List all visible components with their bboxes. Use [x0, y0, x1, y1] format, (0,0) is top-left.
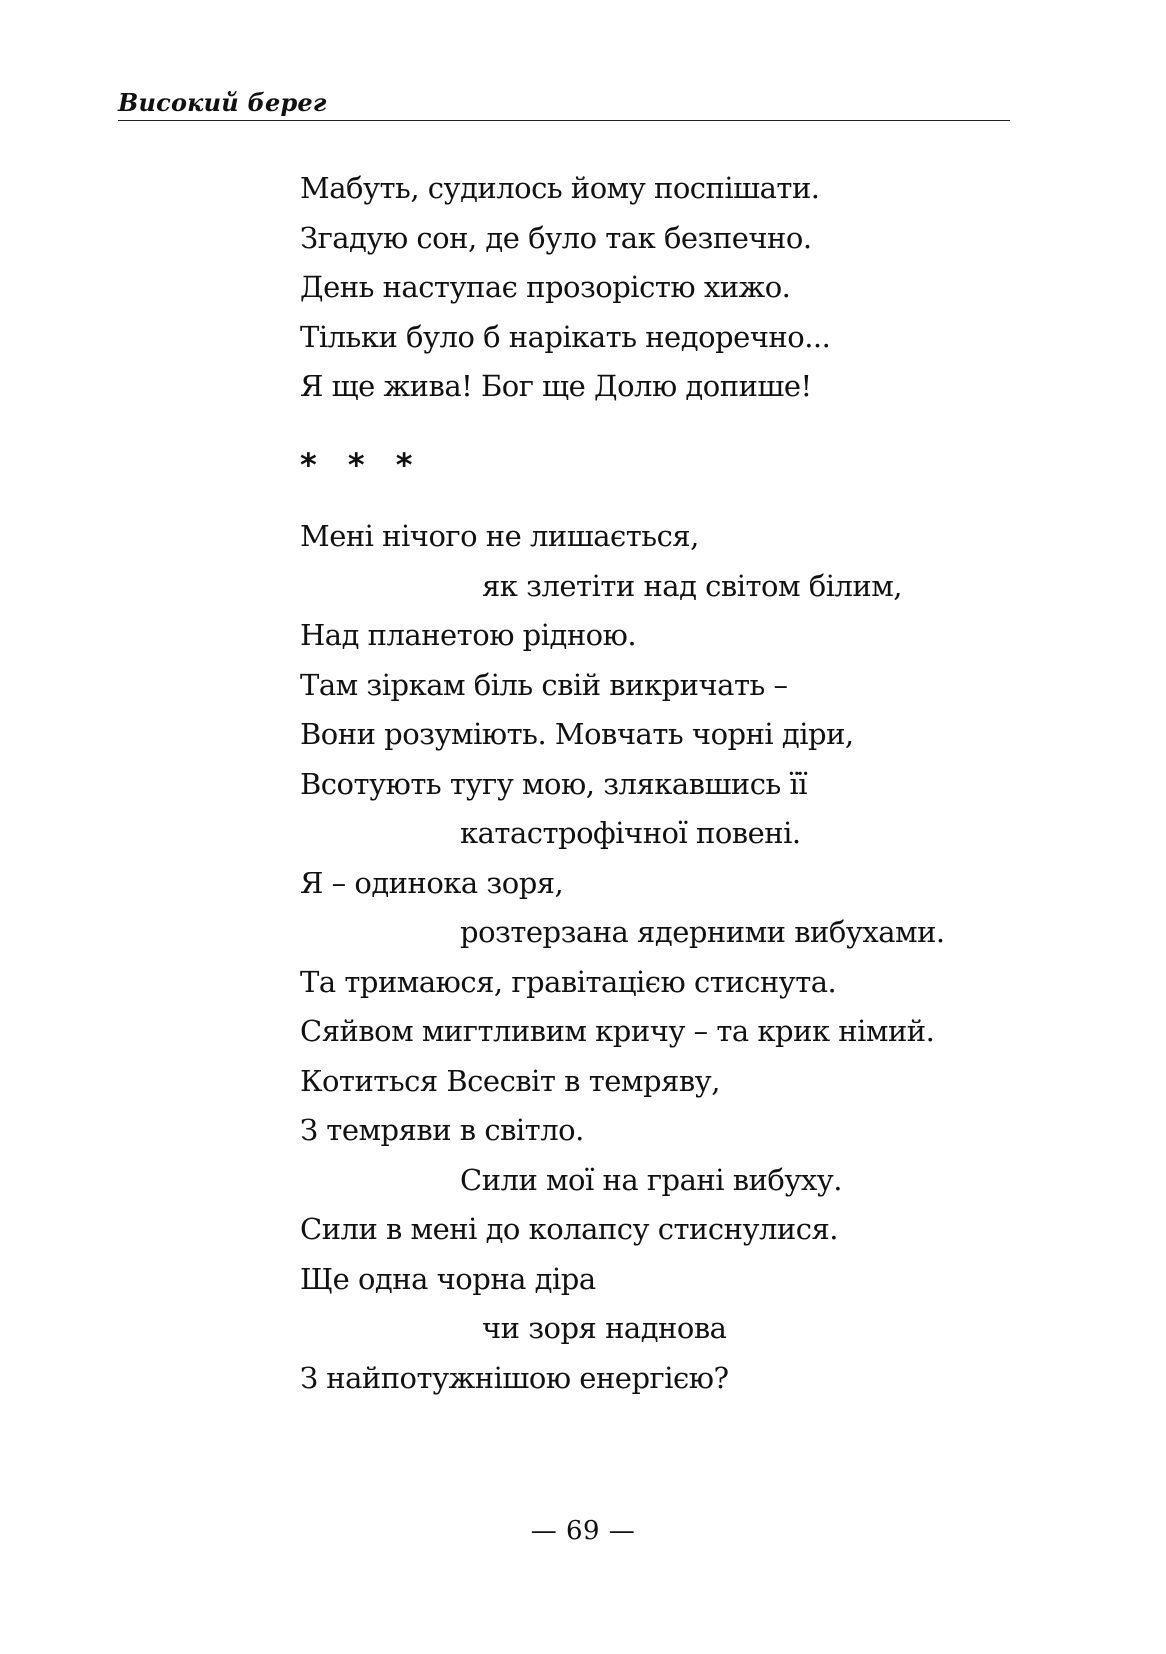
poem-line: Мабуть, судилось йому поспішати. [300, 171, 820, 205]
poem-line-indented: як злетіти над світом білим, [482, 568, 903, 603]
poem-line-indented: розтерзана ядерними вибухами. [460, 915, 945, 949]
header-rule [118, 120, 1010, 121]
page-number: — 69 — [530, 1516, 636, 1546]
poem-line: Я ще жива! Бог ще Долю допише! [300, 369, 812, 403]
poem-line: Там зіркам біль свій викричать – [300, 667, 788, 702]
poem-separator-asterisks: * * * [300, 446, 423, 484]
poem-line: Я – одинока зоря, [300, 865, 564, 900]
poem-line: Сяйвом мигтливим кричу – та крик німий. [300, 1014, 935, 1048]
poem-line: З темряви в світло. [300, 1113, 584, 1147]
poem-line: Та тримаюся, гравітацією стиснута. [300, 964, 837, 999]
poem-line-indented: Сили мої на грані вибуху. [460, 1162, 843, 1197]
running-header-title: Високий берег [118, 88, 327, 117]
poem-line: Тільки було б нарікать недоречно... [300, 319, 831, 354]
poem-line: Котиться Всесвіт в темряву, [300, 1063, 720, 1098]
poem-line: День наступає прозорістю хижо. [300, 270, 791, 304]
poem-line: Ще одна чорна діра [300, 1261, 596, 1296]
poem-line: Мені нічого не лишається, [300, 519, 699, 553]
poem-line: Згадую сон, де було так безпечно. [300, 220, 812, 255]
poem-body [300, 512, 1020, 1403]
previous-poem-ending [300, 164, 1020, 412]
poem-line-indented: катастрофічної повені. [460, 816, 801, 850]
poem-line: Над планетою рідною. [300, 618, 637, 652]
poem-line: Сили в мені до колапсу стиснулися. [300, 1212, 839, 1246]
poem-line: Всотують тугу мою, злякавшись її [300, 766, 808, 801]
poem-line-indented: чи зоря наднова [482, 1311, 727, 1345]
poem-line: Вони розуміють. Мовчать чорні діри, [300, 717, 854, 751]
poem-line: З найпотужнішою енергією? [300, 1360, 729, 1395]
